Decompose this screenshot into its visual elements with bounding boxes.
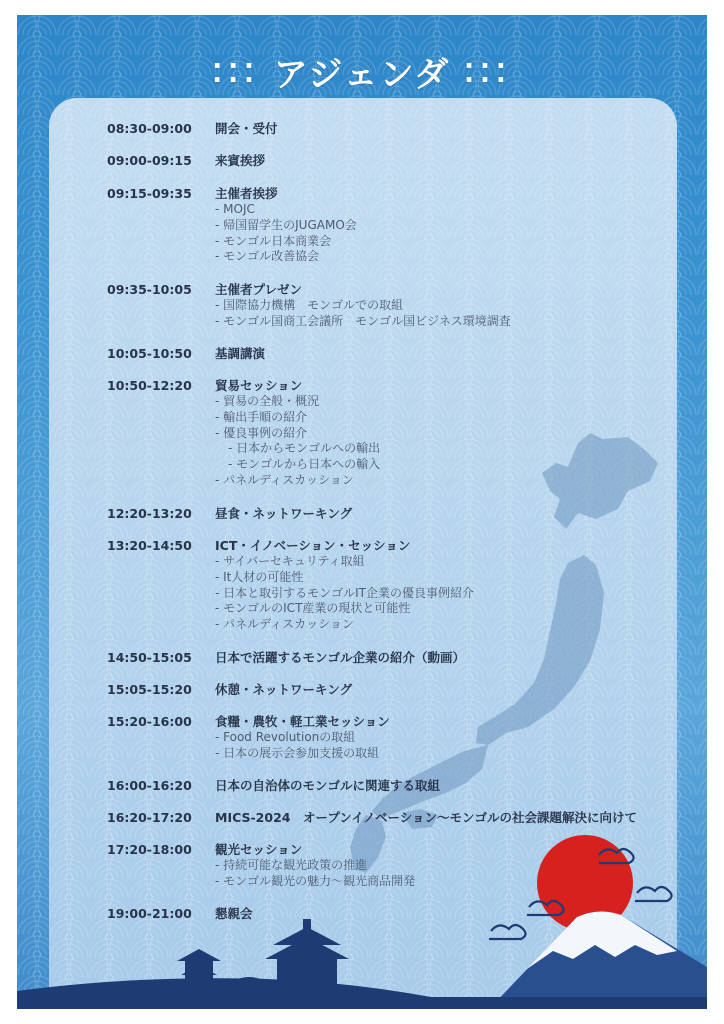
- agenda-body: [215, 778, 685, 794]
- agenda-session-title: 日本で活躍するモンゴル企業の紹介（動画）: [215, 650, 466, 665]
- agenda-time: 08:30-09:00: [107, 121, 192, 136]
- agenda-time: 19:00-21:00: [107, 906, 192, 921]
- agenda-time: 17:20-18:00: [107, 842, 192, 857]
- agenda-time: 10:05-10:50: [107, 346, 192, 361]
- agenda-body: [215, 378, 685, 489]
- agenda-session-title: 来賓挨拶: [215, 153, 266, 168]
- agenda-item: - It人材の可能性: [215, 569, 304, 584]
- title-text: アジェンダ: [273, 55, 451, 95]
- agenda-item: - Food Revolutionの取組: [215, 730, 356, 744]
- agenda-session-title: 休憩・ネットワーキング: [215, 682, 353, 697]
- agenda-item: - 持続可能な観光政策の推進: [215, 858, 368, 872]
- agenda-item: - モンゴル国商工会議所 モンゴル国ビジネス環境調査: [215, 313, 511, 328]
- agenda-body: [215, 282, 685, 330]
- agenda-time: 13:20-14:50: [107, 538, 192, 553]
- agenda-item: - MOJC: [215, 202, 255, 216]
- agenda-body: [215, 842, 685, 890]
- agenda-item: - 優良事例の紹介: [215, 425, 308, 440]
- agenda-body: [215, 121, 685, 137]
- agenda-time: 15:20-16:00: [107, 714, 192, 729]
- title-dots-left: ⁚⁚⁚: [212, 59, 260, 89]
- agenda-page: [17, 15, 707, 1009]
- agenda-session-title: 昼食・ネットワーキング: [215, 506, 353, 521]
- agenda-item: - モンゴル観光の魅力～観光商品開発: [215, 873, 416, 888]
- agenda-session-title: 貿易セッション: [215, 378, 303, 393]
- agenda-body: [215, 810, 685, 826]
- agenda-session-title: 主催者挨拶: [215, 186, 278, 201]
- agenda-body: [215, 906, 685, 922]
- agenda-item: - モンゴルから日本への輸入: [228, 457, 381, 472]
- agenda-session-title: 基調講演: [215, 346, 266, 361]
- page-title: [17, 47, 707, 96]
- agenda-body: [215, 506, 685, 522]
- agenda-session-title: 開会・受付: [215, 121, 278, 136]
- agenda-body: [215, 346, 685, 362]
- agenda-session-title: ICT・イノベーション・セッション: [215, 538, 411, 553]
- agenda-session-title: 食糧・農牧・軽工業セッション: [215, 714, 390, 729]
- agenda-item: - モンゴル日本商業会: [215, 233, 332, 248]
- agenda-item: - 国際協力機構 モンゴルでの取組: [215, 298, 404, 312]
- agenda-item: - 日本の展示会参加支援の取組: [215, 745, 380, 760]
- agenda-item: - サイバーセキュリティ取組: [215, 554, 365, 568]
- agenda-time: 10:50-12:20: [107, 378, 192, 393]
- agenda-item: - 日本と取引するモンゴルIT企業の優良事例紹介: [215, 585, 475, 600]
- agenda-time: 16:20-17:20: [107, 810, 192, 825]
- agenda-body: [215, 186, 685, 265]
- agenda-item: - 日本からモンゴルへの輸出: [228, 441, 381, 456]
- agenda-session-title: 日本の自治体のモンゴルに関連する取組: [215, 778, 441, 793]
- agenda-body: [215, 153, 685, 169]
- agenda-time: 09:35-10:05: [107, 282, 192, 297]
- agenda-session-title: MICS-2024 オープンイノベーション～モンゴルの社会課題解決に向けて: [215, 810, 637, 825]
- agenda-item: - モンゴルのICT産業の現状と可能性: [215, 601, 411, 616]
- agenda-body: [215, 650, 685, 666]
- agenda-session-title: 主催者プレゼン: [215, 282, 303, 297]
- title-dots-right: ⁚⁚⁚: [464, 59, 512, 89]
- japan-map-silhouette: [328, 433, 678, 903]
- agenda-time: 16:00-16:20: [107, 778, 192, 793]
- agenda-session-title: 懇親会: [215, 906, 253, 921]
- agenda-time: 09:15-09:35: [107, 186, 192, 201]
- temple-skyline: [177, 919, 349, 997]
- agenda-time: 14:50-15:05: [107, 650, 192, 665]
- agenda-time: 15:05-15:20: [107, 682, 192, 697]
- agenda-item: - 輸出手順の紹介: [215, 409, 308, 424]
- agenda-item: - 貿易の全般・概況: [215, 394, 320, 408]
- agenda-time: 12:20-13:20: [107, 506, 192, 521]
- agenda-body: [215, 682, 685, 698]
- agenda-item: - パネルディスカッション: [215, 617, 354, 632]
- agenda-item: - パネルディスカッション: [215, 472, 354, 487]
- agenda-body: [215, 714, 685, 762]
- agenda-item: - 帰国留学生のJUGAMO会: [215, 217, 357, 232]
- agenda-time: 09:00-09:15: [107, 153, 192, 168]
- agenda-session-title: 観光セッション: [215, 842, 303, 857]
- agenda-body: [215, 538, 685, 633]
- agenda-item: - モンゴル改善協会: [215, 249, 320, 264]
